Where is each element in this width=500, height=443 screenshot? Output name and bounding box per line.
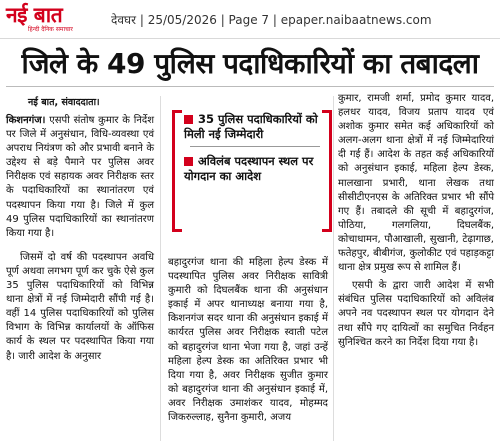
highlights-box (172, 104, 332, 234)
edition-meta: देवघर | 25/05/2026 | Page 7 | epaper.naibaatnews.com (111, 13, 432, 27)
bullet-icon (184, 157, 193, 166)
highlight-text: अविलंब पदस्थापन स्थल पर योगदान का आदेश (184, 154, 314, 183)
left-bracket (172, 110, 182, 232)
headline-divider (6, 86, 494, 87)
highlight-text: 35 पुलिस पदाधिकारियों को मिली नई जिम्मेदारी (184, 112, 318, 141)
paragraph: जिसमें दो वर्ष की पदस्थापन अवधि पूर्ण अथवा लगभग पूर्ण कर चुके ऐसे कुल 35 पुलिस पदाधिकारियों को विभिन्न थाना क्षेत्रों में नई जिम्मेदारी सौंपी गई है। वहीं 14 पुलिस पदाधिकारियों को पुलिस विभाग के विभिन्न कार्यालयों के ऑफिस कार्य के स्थल पर पदस्थापित किया गया है। जारी आदेश के अनुसार (6, 251, 154, 362)
paragraph: एसपी के द्वारा जारी आदेश में सभी संबंधित पुलिस पदाधिकारियों को अविलंब अपने नव पदस्थापन स्थल पर योगदान देने तथा सौंपे गए दायित्वों का समुचित निर्वहन सुनिश्चित करने का निर्देश दिया गया है। (338, 280, 494, 348)
dateline: किशनगंज। (6, 115, 46, 126)
logo-text: नई बात (6, 3, 63, 27)
paragraph: बहादुरगंज थाना की महिला हेल्प डेस्क में पदस्थापित पुलिस अवर निरीक्षक सावित्री कुमारी को दिघलबैंक थाना की अनुसंधान इकाई में अपर थानाध्यक्ष बनाया गया है, किशनगंज सदर थाना की अनुसंधान इकाई में कार्यरत पुलिस अवर निरीक्षक स्वाती पटेल को बहादुरगंज थाना भेजा गया है, जहां उन्हें महिला हेल्प डेस्क का अतिरिक्त प्रभार भी दिया गया है, अवर निरीक्षक सुजीत कुमार को बहादुरगंज थाना की अनुसंधान इकाई में, अवर निरीक्षक उमाशंकर यादव, मोहम्मद जिकरुल्लाह, सुनैना कुमारी, अजय (168, 257, 328, 424)
article-column-3 (338, 92, 494, 350)
paragraph: कुमार, रामजी शर्मा, प्रमोद कुमार यादव, हलधर यादव, विजय प्रताप यादव एवं अशोक कुमार समेत कई अधिकारियों को अलग-अलग थाना क्षेत्रों में नई जिम्मेदारियां दी गई हैं। आदेश के तहत कई अधिकारियों को अनुसंधान इकाई, महिला हेल्प डेस्क, मालखाना प्रभारी, थाना लेखक तथा सीसीटीएनएस के अतिरिक्त प्रभार भी सौंपे गए हैं। तबादले की सूची में बहादुरगंज, पोठिया, गलगलिया, दिघलबैंक, कोचाधामन, पौआखाली, सुखानी, टेढ़ागाछ, फतेहपुर, बीबीगंज, कुलोकीट एवं पहाड़कट्टा थाना क्षेत्र प्रमुख रूप से शामिल हैं। (338, 93, 494, 274)
column-divider (333, 96, 334, 441)
newspaper-logo[interactable] (6, 4, 102, 34)
paragraph (6, 114, 154, 241)
highlight-item (184, 112, 334, 142)
masthead (0, 0, 500, 39)
highlight-divider (190, 146, 320, 147)
column-divider (160, 96, 161, 441)
article-column-2 (168, 256, 328, 425)
logo-tagline: हिन्दी दैनिक समाचार (28, 26, 73, 33)
byline: नई बात, संवाददाता। (28, 97, 100, 108)
highlight-item (184, 154, 334, 184)
bullet-icon (184, 115, 193, 124)
paragraph-text: एसपी संतोष कुमार के निर्देश पर जिले में अनुसंधान, विधि-व्यवस्था एवं अपराध नियंत्रण को और प्रभावी बनाने के उद्देश्य से बड़े पैमाने पर पुलिस अवर निरीक्षक एवं सहायक अवर निरीक्षक स्तर के पदाधिकारियों का स्थानांतरण एवं पदस्थापन किया गया है। जिले में कुल 49 पुलिस पदाधिकारियों का स्थानांतरण किया गया है। (6, 115, 154, 239)
article-headline: जिले के 49 पुलिस पदाधिकारियों का तबादला (21, 47, 479, 80)
article-column-1 (6, 114, 154, 364)
